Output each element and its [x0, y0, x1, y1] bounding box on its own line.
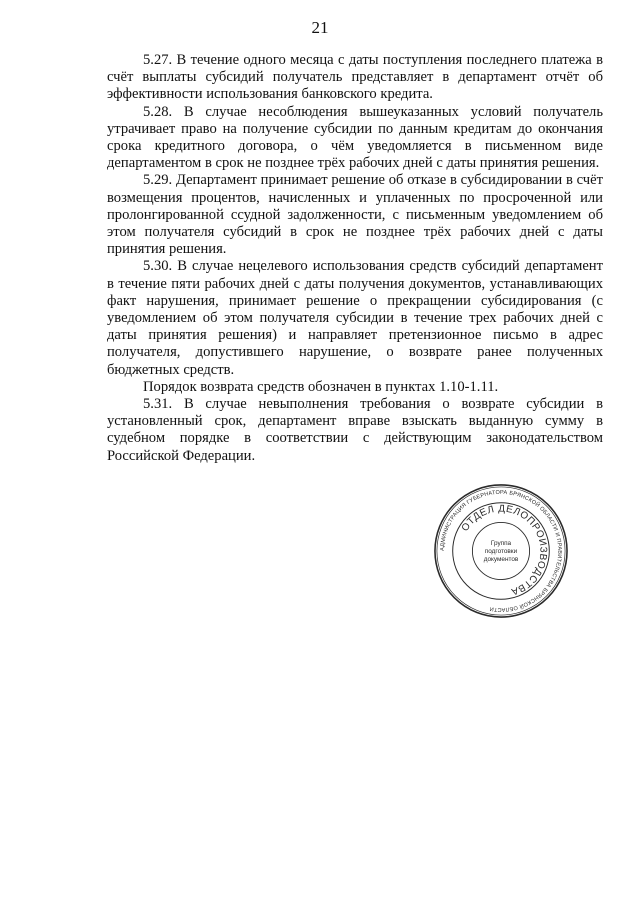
stamp-center-line-3: документов [483, 555, 519, 563]
paragraph-5-31: 5.31. В случае невыполнения требования о возврате субсидии в установленный срок, департамент вправе взыскать выданную сумму в судебном порядке в соответствии с действующим законодательством Российской Федерации. [107, 396, 603, 464]
stamp-ring-text: ОТДЕЛ ДЕЛОПРОИЗВОДСТВА [459, 503, 549, 598]
page-number: 21 [311, 18, 329, 37]
paragraph-refund-order: Порядок возврата средств обозначен в пунктах 1.10-1.11. [143, 378, 499, 395]
office-stamp [432, 482, 570, 620]
paragraph-5-28: 5.28. В случае несоблюдения вышеуказанных условий получатель утрачивает право на получение субсидии по данным кредитам до окончания срока кредитного договора, о чём уведомляется в письменном виде департаментом в срок не позднее трёх рабочих дней с даты принятия решения. [107, 103, 603, 172]
stamp-center-line-2: подготовки [484, 547, 518, 555]
paragraph-5-27: 5.27. В течение одного месяца с даты поступления последнего платежа в счёт выплаты субсидий получатель представляет в департамент отчёт об эффективности использования банковского кредита. [107, 52, 603, 103]
document-body [107, 52, 603, 465]
paragraph-5-29: 5.29. Департамент принимает решение об отказе в субсидировании в счёт возмещения процентов, начисленных и уплаченных по просроченной или пролонгированной ссудной задолженности, с письменным уведомлением об этом получателя субсидий в срок не позднее трёх рабочих дней с даты принятия решения. [107, 172, 603, 258]
paragraph-5-30: 5.30. В случае нецелевого использования средств субсидий департамент в течение пяти рабочих дней с даты получения документов, устанавливающих факт нарушения, принимает решение о прекращении субсидирования (с уведомлением об этом получателя субсидии в течение трех рабочих дней с даты принятия решения) и направляет претензионное письмо в адрес получателя, допустившего нарушение, о возврате ранее полученных бюджетных средств. [107, 258, 603, 378]
stamp-outer-text: АДМИНИСТРАЦИЯ ГУБЕРНАТОРА БРЯНСКОЙ ОБЛАСТИ И ПРАВИТЕЛЬСТВА БРЯНСКОЙ ОБЛАСТИ [439, 489, 563, 613]
stamp-center-line-1: Группа [490, 540, 512, 548]
